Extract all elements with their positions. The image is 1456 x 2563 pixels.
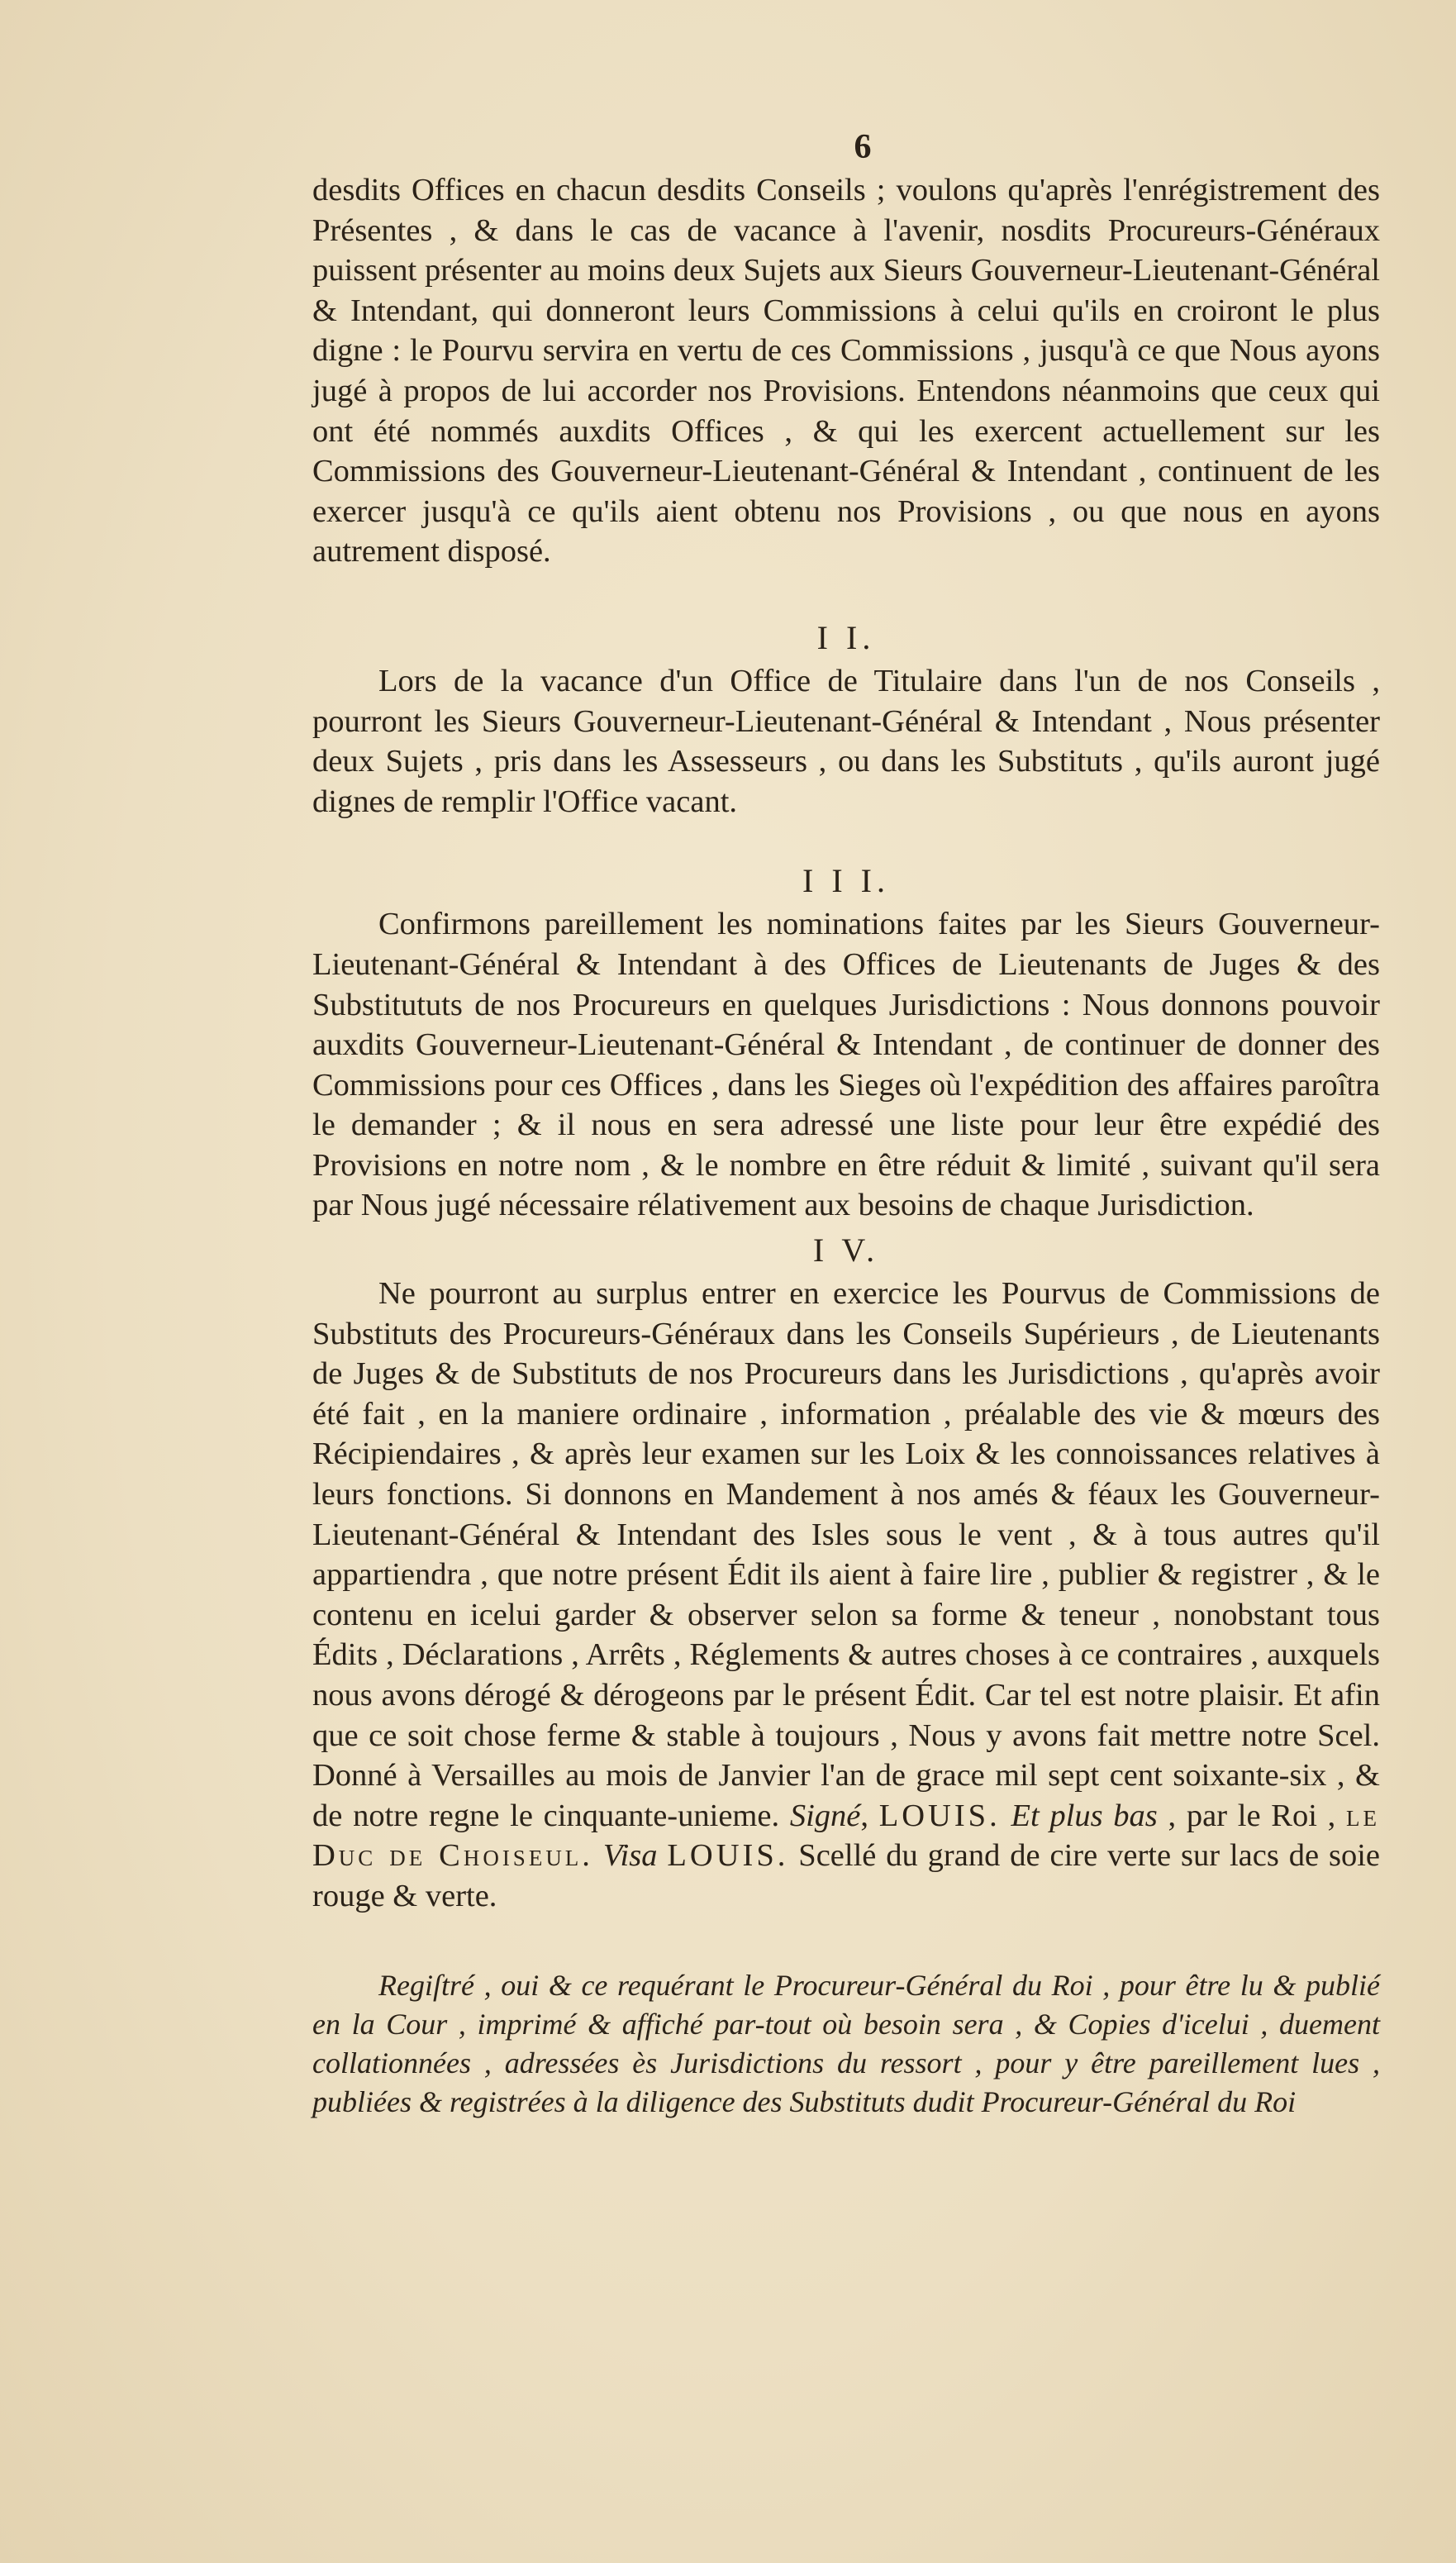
article-heading-3: I I I. <box>802 862 890 900</box>
scelle: Scellé du grand de cire verte sur lacs de soie rouge & verte. <box>312 1838 1381 1913</box>
signe-label: Signé <box>789 1798 861 1833</box>
page-number: 6 <box>854 128 872 166</box>
duc-de-choiseul: le Duc de Choiseul. <box>312 1798 1380 1874</box>
article-4-text: Ne pourront au surplus entrer en exercice les Pourvus de Commissions de Substituts des Procureurs-Généraux dans les Conseils Supérieurs , de Lieutenants de Juges & de Substituts de nos Procureurs dans les Jurisdictions , qu'après avoir été fait , en la maniere ordinaire , information , préalable des vie & mœurs des Récipiendaires , & après leur examen sur les Loix & les connoissances relatives à leurs fonctions. Si donnons en Mandement à nos amés & féaux les Gouverneur-Lieutenant-Général & Intendant des Isles sous le vent , & à tous autres qu'il appartiendra , que notre présent Édit ils aient à faire lire , publier & registrer , & le contenu en icelui garder & observer selon sa forme & teneur , nonobstant tous Édits , Déclarations , Arrêts , Réglements & autres choses à ce contraires , auxquels nous avons dérogé & dérogeons par le présent Édit. Car tel est notre plaisir. Et afin que ce soit chose ferme & stable à toujours , Nous y avons fait mettre notre Scel. Donné à Versailles au mois de Janvier l'an de grace mil sept cent soixante-six , & de notre regne le cinquante-unieme. Signé, LOUIS. Et plus bas , par le Roi , le Duc de Choiseul. Visa LOUIS. Scellé du grand de cire verte sur lacs de soie rouge & verte. <box>312 1276 1381 1913</box>
article-2-text: Lors de la vacance d'un Office de Titulaire dans l'un de nos Conseils , pourront les Sieurs Gouverneur-Lieutenant-Général & Intendant , Nous présenter deux Sujets , pris dans les Assesseurs , ou dans les Substituts , qu'ils auront jugé dignes de remplir l'Office vacant. <box>312 663 1380 819</box>
visa-name: LOUIS. <box>667 1838 789 1874</box>
article-3-text: Confirmons pareillement les nominations faites par les Sieurs Gouverneur-Lieutenant-Général & Intendant à des Offices de Lieutenants de Juges & des Substitututs de nos Procureurs en quelques Jurisdictions : Nous donnons pouvoir auxdits Gouverneur-Lieutenant-Général & Intendant , de continuer de donner des Commissions pour ces Offices , dans les Sieges où l'expédition des affaires paroîtra le demander ; & il nous en sera adressé une liste pour leur être expédié des Provisions en notre nom , & le nombre en être réduit & limité , suivant qu'il sera par Nous jugé nécessaire rélativement aux besoins de chaque Jurisdiction. <box>312 907 1380 1223</box>
registre-paragraph: Regiſtré , oui & ce requérant le Procureur-Général du Roi , pour être lu & publié en la Cour , imprimé & affiché par-tout où besoin sera , & Copies d'icelui , duement collationnées , adressées ès Jurisdictions du ressort , pour y être pareillement lues , publiées & registrées à la diligence des Substituts dudit Procureur-Général du Roi <box>312 1968 1380 2118</box>
article-4-main: Ne pourront au surplus entrer en exercice les Pourvus de Commissions de Substituts des Procureurs-Généraux dans les Conseils Supérieurs , de Lieutenants de Juges & de Substituts de nos Procureurs dans les Jurisdictions , qu'après avoir été fait , en la maniere ordinaire , information , préalable des vie & mœurs des Récipiendaires , & après leur examen sur les Loix & les connoissances relatives à leurs fonctions. Si donnons en Mandement à nos amés & féaux les Gouverneur-Lieutenant-Général & Intendant des Isles sous le vent , & à tous autres qu'il appartiendra , que notre présent Édit ils aient à faire lire , publier & registrer , & le contenu en icelui garder & observer selon sa forme & teneur , nonobstant tous Édits , Déclarations , Arrêts , Réglements & autres choses à ce contraires , auxquels nous avons dérogé & dérogeons par le présent Édit. Car tel est notre plaisir. Et afin que ce soit chose ferme & stable à toujours , Nous y avons fait mettre notre Scel. Donné à Versailles au mois de Janvier l'an de grace mil sept cent soixante-six , & de notre regne le cinquante-unieme. <box>312 1276 1380 1833</box>
par-le-roi: , par le Roi , <box>1168 1798 1336 1833</box>
text-block <box>312 124 1380 2122</box>
visa-label: Visa <box>602 1838 658 1874</box>
signe-name: LOUIS. <box>878 1798 1001 1833</box>
article-heading-4: I V. <box>812 1231 880 1270</box>
plus-bas: Et plus bas <box>1011 1798 1158 1833</box>
intro-paragraph: desdits Offices en chacun desdits Conseils ; voulons qu'après l'enrégistrement des Présentes , & dans le cas de vacance à l'avenir, nosdits Procureurs-Généraux puissent présenter au moins deux Sujets aux Sieurs Gouverneur-Lieutenant-Général & Intendant, qui donneront leurs Commissions à celui qu'ils en croiront le plus digne : le Pourvu servira en vertu de ces Commissions , jusqu'à ce que Nous ayons jugé à propos de lui accorder nos Provisions. Entendons néanmoins que ceux qui ont été nommés auxdits Offices , & qui les exercent actuellement sur les Commissions des Gouverneur-Lieutenant-Général & Intendant , continuent de les exercer jusqu'à ce qu'ils aient obtenu nos Provisions , ou que nous en ayons autrement disposé. <box>312 173 1380 569</box>
article-heading-2: I I. <box>816 618 876 656</box>
